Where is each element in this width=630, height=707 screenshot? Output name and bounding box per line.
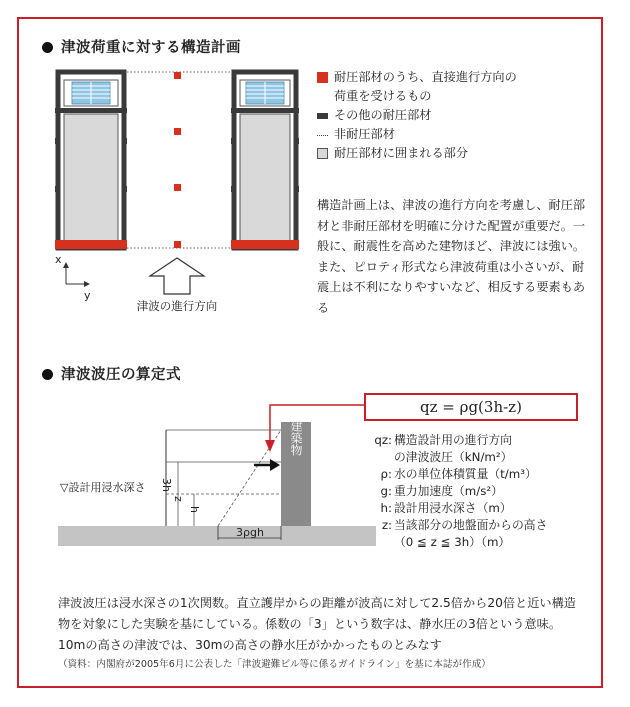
definition-row: qz: 構造設計用の進行方向 [374, 433, 512, 447]
right-red-wall [231, 240, 299, 249]
legend-item: 耐圧部材のうち、直接進行方向の 荷重を受けるもの [317, 68, 517, 106]
axis-x-label: x [55, 253, 62, 266]
formula-paragraph: 津波波圧は浸水深さの1次関数。直立護岸からの距離が波高に対して2.5倍から20倍と近い構造物を対象にした実験を基にしている。係数の「3」という数字は、静水圧の3倍という意味。10mの高さの津波では、30mの高さの静水圧がかかったものとみなす [58, 596, 576, 652]
legend-item: その他の耐圧部材 [317, 106, 517, 125]
section2-heading: 津波波圧の算定式 [42, 363, 181, 384]
dotted-swatch-icon [317, 135, 328, 136]
red-column [174, 72, 181, 79]
section1-heading: 津波荷重に対する構造計画 [42, 36, 241, 57]
left-building [55, 72, 127, 249]
wave-direction-arrow-icon [150, 258, 204, 294]
formula-box: qz = ρg(3h-z) [364, 393, 578, 421]
ground [58, 526, 376, 546]
axis-y-arrow-icon [84, 281, 90, 287]
design-depth-label: ▽設計用浸水深さ [60, 481, 146, 494]
axis-indicator [63, 262, 90, 287]
pressure-arrow-icon [270, 459, 280, 471]
pointer-arrow-icon [265, 440, 275, 452]
label-3h: 3h [160, 478, 173, 492]
legend [317, 68, 517, 163]
variable-definitions [364, 432, 547, 551]
red-column [174, 128, 181, 135]
axis-y-label: y [84, 289, 91, 302]
red-swatch-icon [317, 72, 328, 83]
definition-row: の津波波圧（kN/m²） [394, 450, 513, 464]
arrow-caption: 津波の進行方向 [136, 299, 218, 313]
pressure-diagram [58, 405, 376, 546]
left-enclosed-area [64, 114, 118, 242]
red-column [174, 184, 181, 191]
bullet-icon [42, 369, 53, 380]
definition-row: z: 当該部分の地盤面からの高さ [381, 518, 548, 532]
structure-paragraph: 構造計画上は、津波の進行方向を考慮し、耐圧部材と非耐圧部材を明確に分けた配置が重要だ。一般に、耐震性を高めた建物ほど、津波には強い。また、ピロティ形式なら津波荷重は小さいが、耐震上は不利になりやすいなど、相反する要素もある [317, 198, 586, 315]
label-h: h [188, 506, 201, 513]
definition-row: h: 設計用浸水深さ（m） [380, 501, 512, 515]
definition-row: g: 重力加速度（m/s²） [380, 484, 503, 498]
source-note: （資料：内閣府が2005年6月に公表した「津波避難ビル等に係るガイドライン」を基に本誌が作成） [58, 659, 491, 670]
red-column [174, 241, 181, 248]
definition-row: （0 ≦ z ≦ 3h）（m） [394, 535, 511, 549]
gray-swatch-icon [317, 148, 328, 159]
left-red-wall [55, 240, 127, 249]
axis-x-arrow-icon [63, 262, 69, 268]
label-z: z [172, 496, 185, 502]
legend-item: 非耐圧部材 [317, 125, 517, 144]
building-label: 建築物 [289, 420, 303, 456]
label-3pgh: 3ρgh [236, 526, 264, 539]
right-building [231, 72, 299, 249]
definition-row: ρ: 水の単位体積質量（t/m³） [380, 467, 537, 481]
right-enclosed-area [240, 114, 290, 242]
legend-item: 耐圧部材に囲まれる部分 [317, 144, 517, 163]
open-bay [127, 72, 231, 248]
dark-swatch-icon [317, 113, 328, 119]
